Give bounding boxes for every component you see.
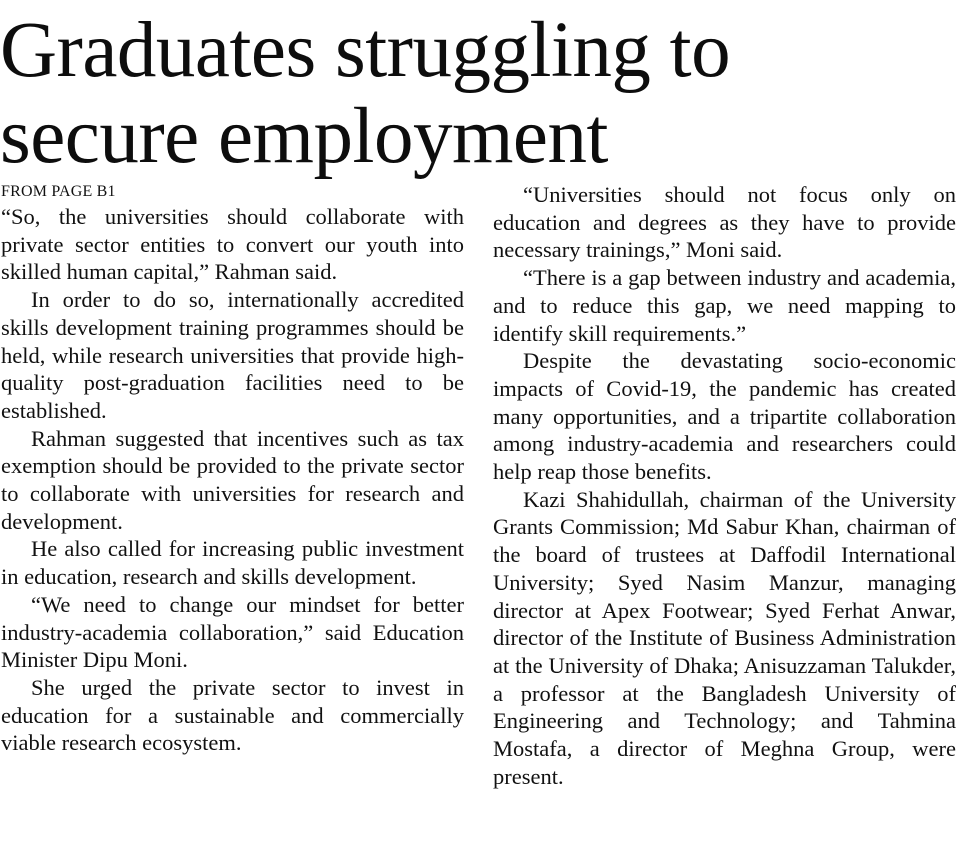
headline-line-2: secure employment bbox=[0, 93, 608, 180]
paragraph: In order to do so, internationally accredited skills development training programmes should be held, while research universities that provide high-quality post-graduation facilities need to be established. bbox=[1, 287, 464, 423]
paragraph: “There is a gap between industry and academia, and to reduce this gap, we need mapping to identify skill requirements.” bbox=[493, 265, 956, 346]
paragraph: He also called for increasing public investment in education, research and skills development. bbox=[1, 536, 464, 590]
paragraph: “We need to change our mindset for better industry-academia collaboration,” said Education Minister Dipu Moni. bbox=[1, 591, 464, 673]
paragraph: She urged the private sector to invest in education for a sustainable and commercially viable research ecosystem. bbox=[1, 674, 464, 756]
paragraph: Rahman suggested that incentives such as tax exemption should be provided to the private sector to collaborate with universities for research and development. bbox=[1, 425, 464, 534]
paragraph: Kazi Shahidullah, chairman of the University Grants Commission; Md Sabur Khan, chairman of the board of trustees at Daffodil International University; Syed Nasim Manzur, managing director at Apex Footwear; Syed Ferhat Anwar, director of the Institute of Business Administration at the University of Dhaka; Anisuzzaman Talukder, a professor at the Bangladesh University of Engineering and Technology; and Tahmina Mostafa, a director of Meghna Group, were present. bbox=[493, 486, 956, 789]
headline-line-1: Graduates struggling to bbox=[0, 7, 731, 94]
right-column bbox=[493, 181, 956, 790]
paragraph: Despite the devastating socio-economic impacts of Covid-19, the pandemic has created many opportunities, and a tripartite collaboration among industry-academia and researchers could help reap those benefits. bbox=[493, 348, 956, 485]
paragraph: “So, the universities should collaborate with private sector entities to convert our youth into skilled human capital,” Rahman said. bbox=[1, 204, 464, 285]
paragraph: “Universities should not focus only on education and degrees as they have to provide necessary trainings,” Moni said. bbox=[493, 182, 956, 263]
headline bbox=[0, 8, 957, 180]
left-column bbox=[1, 181, 464, 757]
continuation-label: FROM PAGE B1 bbox=[1, 183, 116, 200]
